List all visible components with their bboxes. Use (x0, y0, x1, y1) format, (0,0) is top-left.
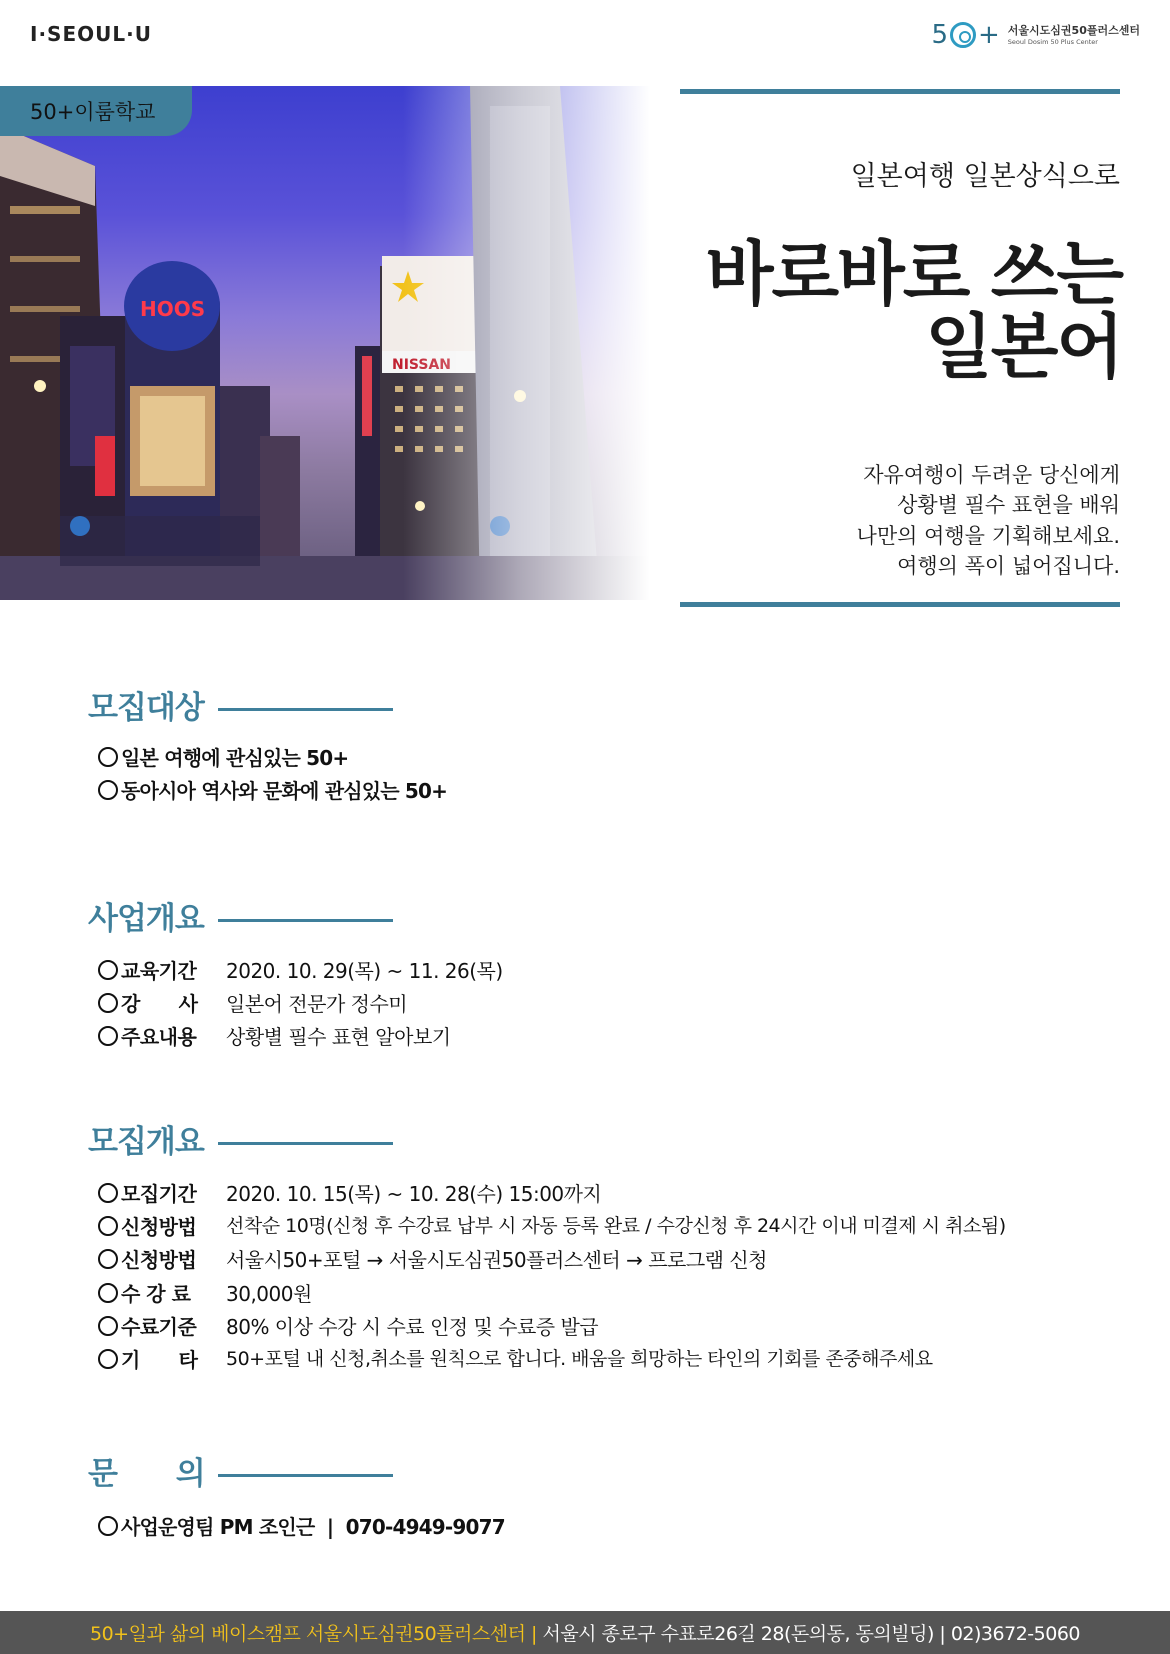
section-title-business: 사업개요 (88, 901, 204, 937)
list-item: 주요내용 상황별 필수 표현 알아보기 (98, 1021, 196, 1050)
list-item: 강 사 일본어 전문가 정수미 (98, 988, 197, 1017)
list-item: 수 강 료 30,000원 (98, 1278, 190, 1307)
hero-title (705, 233, 1122, 388)
list-item: 기 타 50+포털 내 신청,취소를 원칙으로 합니다. 배움을 희망하는 타인의 기회를 존중해주세요 (98, 1344, 197, 1373)
circle-bullet-icon (98, 1516, 118, 1536)
bottom-divider (680, 602, 1120, 607)
section-underline (218, 1474, 393, 1477)
hero-title-line1: 바로바로 쓰는 (705, 233, 1122, 315)
circle-bullet-icon (98, 960, 118, 980)
footer-address: 서울시 종로구 수표로26길 28(돈의동, 동의빌딩) | 02)3672-5060 (536, 1623, 1080, 1645)
footer-center-name: 50+일과 삶의 베이스캠프 서울시도심권50플러스센터 | (90, 1623, 537, 1645)
intro-line: 자유여행이 두려운 당신에게 (863, 463, 1120, 487)
hero-subtitle: 일본여행 일본상식으로 (850, 161, 1120, 192)
program-tag: 50+이룸학교 (0, 86, 192, 136)
circle-bullet-icon (98, 1349, 118, 1369)
section-underline (218, 708, 393, 711)
circle-bullet-icon (98, 993, 118, 1013)
list-item: 일본 여행에 관심있는 50+ (98, 742, 348, 771)
circle-bullet-icon (98, 1316, 118, 1336)
list-item: 수료기준 80% 이상 수강 시 수료 인정 및 수료증 발급 (98, 1311, 196, 1340)
top-divider (680, 89, 1120, 94)
section-title-target: 모집대상 (88, 690, 204, 726)
circle-bullet-icon (98, 1249, 118, 1269)
circle-bullet-icon (98, 1026, 118, 1046)
intro-line: 나만의 여행을 기획해보세요. (856, 523, 1120, 548)
section-underline (218, 919, 393, 922)
intro-line: 상황별 필수 표현을 배워 (897, 493, 1120, 518)
list-item: 신청방법 서울시50+포털 → 서울시도심권50플러스센터 → 프로그램 신청 (98, 1244, 196, 1273)
section-title-recruit: 모집개요 (88, 1124, 204, 1160)
circle-bullet-icon (98, 1183, 118, 1203)
fifty-plus-logo-mark: 5 + (931, 20, 1000, 50)
footer-bar (0, 1611, 1170, 1654)
hero-title-line2: 일본어 (925, 305, 1122, 388)
section-title-inquiry: 문 의 (88, 1456, 205, 1492)
list-item: 교육기간 2020. 10. 29(목) ~ 11. 26(목) (98, 955, 196, 984)
hero-intro (857, 460, 1120, 582)
logo-ring-icon (950, 22, 976, 48)
center-logo-name: 서울시도심권50플러스센터 (1007, 23, 1140, 37)
list-item: 모집기간 2020. 10. 15(목) ~ 10. 28(수) 15:00까지 (98, 1178, 196, 1207)
circle-bullet-icon (98, 1283, 118, 1303)
tokyo-night-street-photo (0, 86, 650, 600)
list-item: 신청방법 선착순 10명(신청 후 수강료 납부 시 자동 등록 완료 / 수강신청 후 24시간 이내 미결제 시 취소됨) (98, 1211, 196, 1240)
seoul-logo: I·SEOUL·U (30, 22, 152, 46)
section-underline (218, 1142, 393, 1145)
circle-bullet-icon (98, 1216, 118, 1236)
intro-line: 여행의 폭이 넓어집니다. (897, 554, 1120, 579)
center-logo (931, 18, 1140, 52)
circle-bullet-icon (98, 780, 118, 800)
list-item: 동아시아 역사와 문화에 관심있는 50+ (98, 775, 447, 804)
center-logo-en: Seoul Dosim 50 Plus Center (1007, 37, 1098, 46)
contact-item: 사업운영팀 PM 조인근 | 070-4949-9077 (98, 1511, 505, 1540)
circle-bullet-icon (98, 747, 118, 767)
